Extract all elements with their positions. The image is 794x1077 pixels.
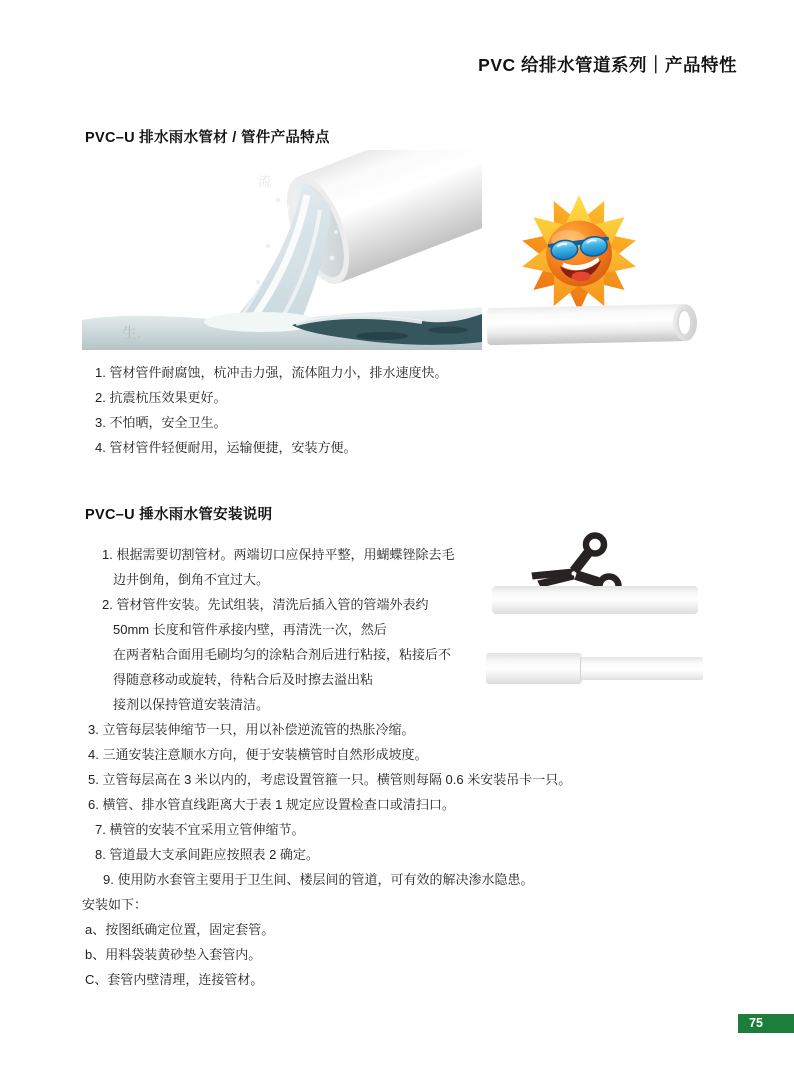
installation-step: 8. 管道最大支承间距应按照表 2 确定。 [95,847,319,862]
installation-step: 7. 横管的安装不宜采用立管伸缩节。 [95,822,305,837]
installation-step: 9. 使用防水套管主要用于卫生间、楼层间的管道，可有效的解决渗水隐患。 [103,872,534,887]
pipe-socket-segment [486,653,582,684]
page-number-badge: 75 [738,1014,794,1033]
pvc-pipe-illustration [487,304,700,345]
installation-step: 接剂以保持管道安装清洁。 [113,697,270,712]
pipe-joint-illustration [486,653,702,684]
photo-watermark-bottom: 生. [122,325,142,342]
features-section-title: PVC–U 排水雨水管材 / 管件产品特点 [85,130,330,146]
feature-item: 4. 管材管件轻便耐用，运输便捷，安装方便。 [95,440,357,455]
installation-step: 安装如下： [82,897,148,912]
feature-item: 1. 管材管件耐腐蚀，杭冲击力强，流体阻力小，排水速度快。 [95,365,448,380]
installation-step: b、用料袋装黄砂垫入套管内。 [85,947,262,962]
installation-step: 在两者粘合面用毛刷均匀的涂粘合剂后进行粘接，粘接后不 [113,647,452,662]
installation-step: 6. 横管、排水管直线距离大于表 1 规定应设置检查口或清扫口。 [88,797,455,812]
photo-watermark-top: 流 [258,174,272,189]
pipe-insert-segment [580,657,703,680]
installation-step: 2. 管材管件安装。先试组装，清洗后插入管的管端外表约 [102,597,429,612]
sun-icon [515,192,643,314]
installation-step: 5. 立管每层高在 3 米以内的，考虑设置管箍一只。横管则每隔 0.6 米安装吊卡一只。 [88,772,572,787]
installation-step: 边井倒角，倒角不宜过大。 [113,572,270,587]
installation-step: a、按图纸确定位置，固定套管。 [85,922,275,937]
installation-step: 4. 三通安装注意顺水方向，便于安装横管时自然形成坡度。 [88,747,428,762]
pipe-bore [677,309,693,336]
installation-step: C、套管内壁清理，连接管材。 [85,972,264,987]
feature-item: 3. 不怕晒，安全卫生。 [95,415,227,430]
drain-pipe-water-illustration [82,150,482,350]
installation-step: 1. 根据需要切割管材。两端切口应保持平整，用蝴蝶锉除去毛 [102,547,455,562]
installation-section-title: PVC–U 捶水雨水管安装说明 [85,507,273,523]
feature-item: 2. 抗震杭压效果更好。 [95,390,227,405]
feature-list [95,360,525,460]
page-header-title: PVC 给排水管道系列｜产品特性 [478,55,737,75]
pipe-to-cut-illustration [492,586,698,614]
installation-step: 3. 立管每层装伸缩节一只，用以补偿逆流管的热胀冷缩。 [88,722,415,737]
installation-step: 50mm 长度和管件承接内壁，再清洗一次，然后 [113,622,387,637]
pipe-body [487,304,684,345]
installation-step: 得随意移动或旋转，待粘合后及时擦去溢出粘 [113,672,374,687]
